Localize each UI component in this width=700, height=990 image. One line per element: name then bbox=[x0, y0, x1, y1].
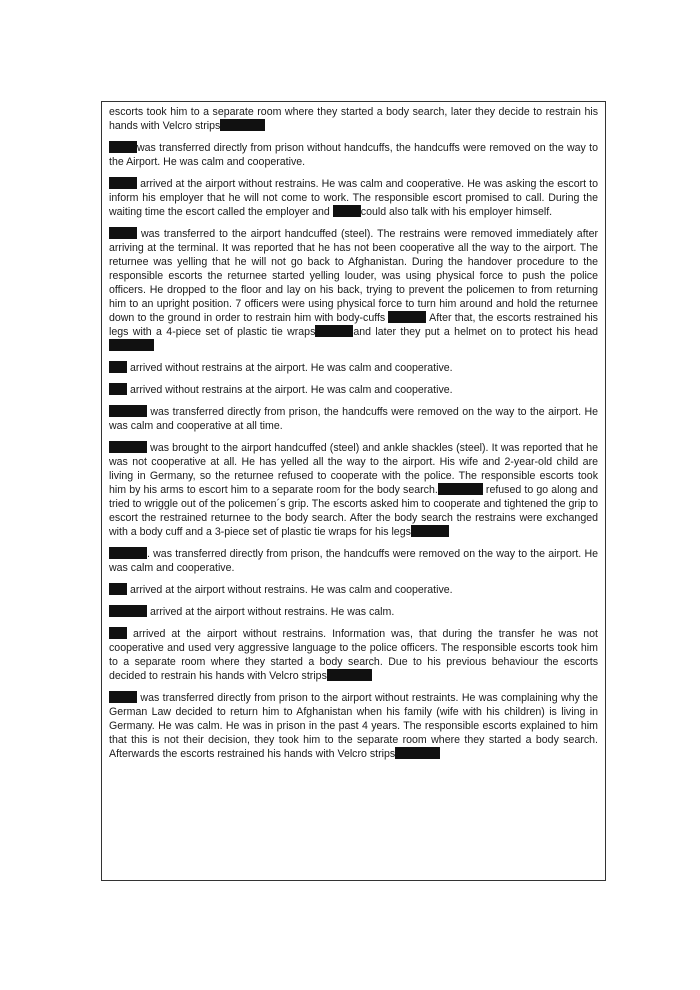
paragraph-5 bbox=[109, 361, 598, 375]
text: . was transferred directly from prison, the handcuffs were removed on the way to the airport. He was calm and cooperative. bbox=[109, 548, 598, 574]
redaction-block bbox=[315, 325, 353, 337]
text: arrived without restrains at the airport. He was calm and cooperative. bbox=[127, 362, 453, 374]
text: arrived at the airport without restrains. He was calm and cooperative. He was asking the escort to inform his employer that he will not come to work. The responsible escort promised to call. During the waiting time the escort called the employer and bbox=[109, 178, 598, 218]
redaction-block bbox=[109, 441, 147, 453]
paragraph-9 bbox=[109, 547, 598, 575]
redaction-block bbox=[327, 669, 372, 681]
text: and later they put a helmet on to protect his head bbox=[353, 326, 598, 338]
text: was transferred directly from prison to the airport without restraints. He was complaining why the German Law decided to return him to Afghanistan when his family (wife with his children) is living in Germany. He was calm. He was in prison in the past 4 years. The responsible escorts explained to him that this is not their decision, they took him to the separate room where they started a body search. Afterwards the escorts restrained his hands with Velcro strips bbox=[109, 692, 598, 760]
redaction-block bbox=[411, 525, 449, 537]
redaction-block bbox=[109, 627, 127, 639]
text: arrived without restrains at the airport. He was calm and cooperative. bbox=[127, 384, 453, 396]
text: was brought to the airport handcuffed (steel) and ankle shackles (steel). It was reported that he was not cooperative at all. He has yelled all the way to the airport. His wife and 2-year-old child are living in Germany, so the returnee refused to cooperate with the police. The responsible escorts took him by his arms to escort him to a separate room for the body search. bbox=[109, 442, 598, 496]
text: was transferred directly from prison without handcuffs, the handcuffs were removed on the way to the Airport. He was calm and cooperative. bbox=[109, 142, 598, 168]
paragraph-12 bbox=[109, 627, 598, 683]
text: escorts took him to a separate room where they started a body search, later they decide to restrain his hands with Velcro strips bbox=[109, 106, 598, 132]
paragraph-2 bbox=[109, 141, 598, 169]
redaction-block bbox=[109, 383, 127, 395]
text: was transferred directly from prison, the handcuffs were removed on the way to the airport. He was calm and cooperative at all time. bbox=[109, 406, 598, 432]
paragraph-11 bbox=[109, 605, 598, 619]
document-frame bbox=[101, 101, 606, 881]
redaction-block bbox=[109, 605, 147, 617]
text: was transferred to the airport handcuffed (steel). The restrains were removed immediately after arriving at the terminal. It was reported that he has not been cooperative all the way to the airport. The returnee was yelling that he will not go back to Afghanistan. During the handover procedure to the responsible escorts the returnee started yelling louder, was using physical force to push the police officers. He dropped to the floor and lay on his back, trying to prevent the policemen to from returning him to an upright position. 7 officers were using physical force to turn him around and hold the returnee down to the ground in order to restrain him with body-cuffs bbox=[109, 228, 598, 324]
text: arrived at the airport without restrains. He was calm and cooperative. bbox=[127, 584, 453, 596]
paragraph-8 bbox=[109, 441, 598, 539]
redaction-block bbox=[109, 405, 147, 417]
redaction-block bbox=[220, 119, 265, 131]
redaction-block bbox=[388, 311, 426, 323]
redaction-block bbox=[109, 547, 147, 559]
redaction-block bbox=[109, 141, 137, 153]
redaction-block bbox=[109, 583, 127, 595]
text: could also talk with his employer himself. bbox=[360, 206, 553, 218]
paragraph-7 bbox=[109, 405, 598, 433]
text: refused to go along and tried to wriggle out of the policemen´s grip. The escorts asked him to cooperate and tightened the grip to escort the restrained returnee to the body search. After the body search the restrains were exchanged with a body cuff and a 3-piece set of plastic tie wraps for his legs bbox=[109, 484, 598, 538]
paragraph-1 bbox=[109, 105, 598, 133]
redaction-block bbox=[395, 747, 440, 759]
paragraph-10 bbox=[109, 583, 598, 597]
text: arrived at the airport without restrains. Information was, that during the transfer he was not cooperative and used very aggressive language to the police officers. The responsible escorts took him to a separate room where they started a body search. Due to his previous behaviour the escorts decided to restrain his hands with Velcro strips bbox=[109, 628, 598, 682]
text: arrived at the airport without restrains. He was calm. bbox=[147, 606, 395, 618]
redaction-block bbox=[438, 483, 483, 495]
redaction-block bbox=[109, 227, 137, 239]
redaction-block bbox=[109, 691, 137, 703]
text: After that, the escorts restrained his legs with a 4-piece set of plastic tie wraps bbox=[109, 312, 598, 338]
paragraph-13 bbox=[109, 691, 598, 761]
redaction-block bbox=[333, 205, 361, 217]
paragraph-4 bbox=[109, 227, 598, 353]
paragraph-6 bbox=[109, 383, 598, 397]
paragraph-3 bbox=[109, 177, 598, 219]
redaction-block bbox=[109, 339, 154, 351]
redaction-block bbox=[109, 361, 127, 373]
redaction-block bbox=[109, 177, 137, 189]
